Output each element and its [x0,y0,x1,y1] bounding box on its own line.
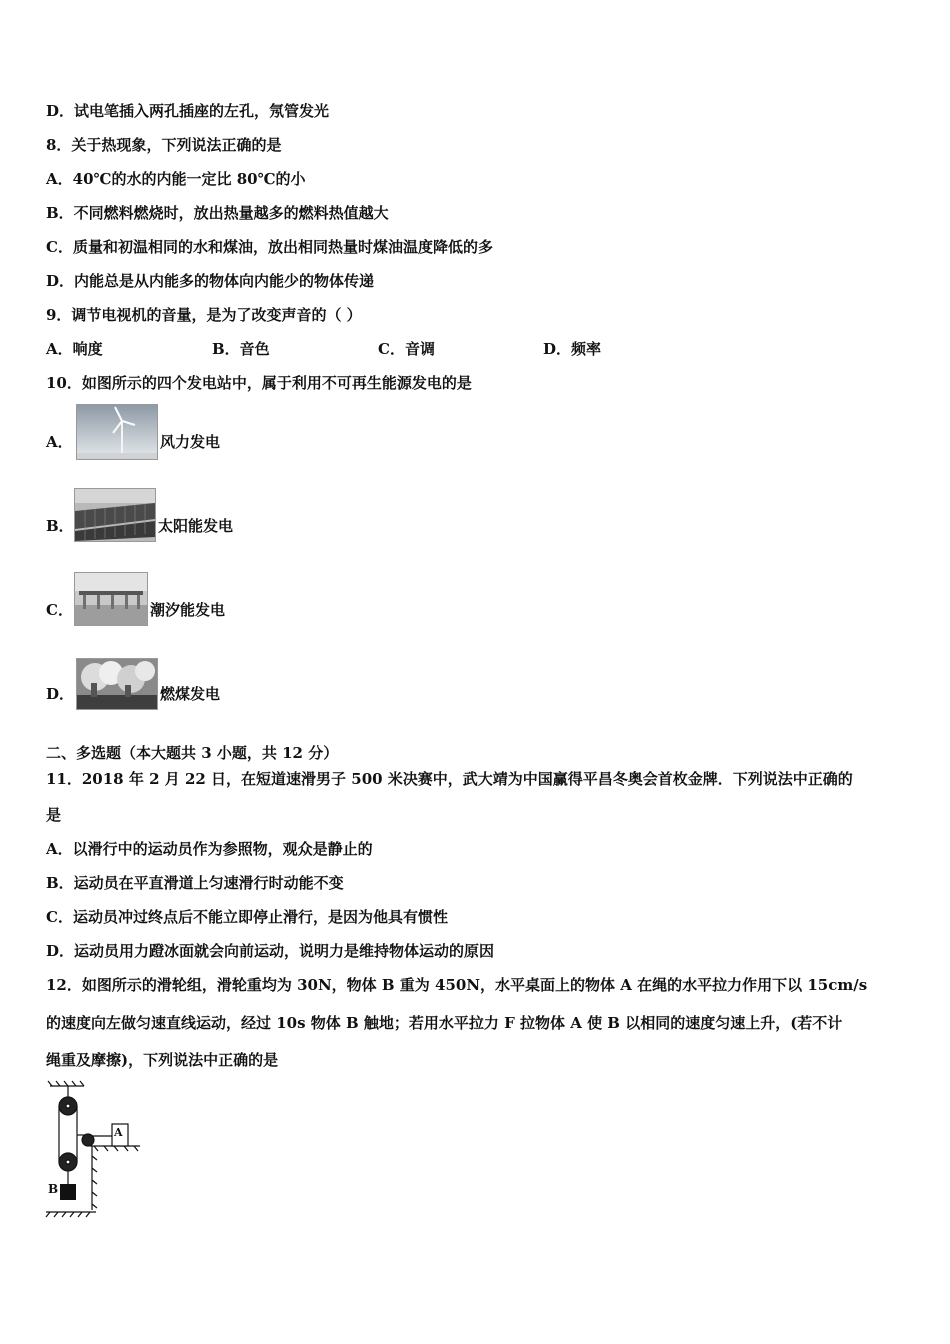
block-b-label: B [48,1182,59,1196]
coal-plant-photo [76,658,158,710]
question-7-option-d: D．试电笔插入两孔插座的左孔，氖管发光 [46,102,330,120]
question-8-option-a: A．40℃的水的内能一定比 80℃的小 [46,170,306,188]
question-9-option-b: B．音色 [212,340,270,358]
question-12-stem-line-2: 的速度向左做匀速直线运动，经过 10s 物体 B 触地；若用水平拉力 F 拉物体 A 使 B 以相同的速度匀速上升，(若不计 [46,1014,843,1032]
question-11-stem-line-2: 是 [46,806,62,824]
question-8-option-c: C．质量和初温相同的水和煤油，放出相同热量时煤油温度降低的多 [46,238,493,256]
question-9-stem: 9．调节电视机的音量，是为了改变声音的（ ） [46,306,362,324]
solar-panel-photo [74,488,156,542]
question-8-option-d: D．内能总是从内能多的物体向内能少的物体传递 [46,272,375,290]
question-12-stem-line-3: 绳重及摩擦)，下列说法中正确的是 [46,1051,279,1069]
question-11-option-d: D．运动员用力蹬冰面就会向前运动，说明力是维持物体运动的原因 [46,942,495,960]
question-9-option-d: D．频率 [543,340,602,358]
question-10-stem: 10．如图所示的四个发电站中，属于利用不可再生能源发电的是 [46,374,472,392]
question-10-option-b-caption: 太阳能发电 [158,517,234,535]
question-11-option-b: B．运动员在平直滑道上匀速滑行时动能不变 [46,874,344,892]
question-10-option-d-label: D． [46,685,75,703]
question-11-option-a: A．以滑行中的运动员作为参照物，观众是静止的 [46,840,373,858]
question-10-option-b-label: B． [46,517,74,535]
question-9-option-c: C．音调 [378,340,435,358]
question-8-stem: 8．关于热现象，下列说法正确的是 [46,136,282,154]
question-8-option-b: B．不同燃料燃烧时，放出热量越多的燃料热值越大 [46,204,389,222]
question-9-option-a: A．响度 [46,340,103,358]
question-11-option-c: C．运动员冲过终点后不能立即停止滑行，是因为他具有惯性 [46,908,448,926]
question-10-option-a-label: A． [46,433,73,451]
question-10-option-c-label: C． [46,601,73,619]
question-12-stem-line-1: 12．如图所示的滑轮组，滑轮重均为 30N，物体 B 重为 450N，水平桌面上的物体 A 在绳的水平拉力作用下以 15cm/s [46,976,868,994]
question-10-option-a-caption: 风力发电 [160,433,221,451]
section-2-heading: 二、多选题（本大题共 3 小题，共 12 分） [46,744,339,762]
question-10-option-d-caption: 燃煤发电 [160,685,221,703]
wind-turbine-photo [76,404,158,460]
tidal-plant-photo [74,572,148,626]
question-11-stem-line-1: 11．2018 年 2 月 22 日，在短道速滑男子 500 米决赛中，武大靖为中国赢得平昌冬奥会首枚金牌．下列说法中正确的 [46,770,853,788]
pulley-system-figure [40,1080,150,1220]
question-10-option-c-caption: 潮汐能发电 [150,601,226,619]
block-a-label-inline: A [114,1126,123,1139]
